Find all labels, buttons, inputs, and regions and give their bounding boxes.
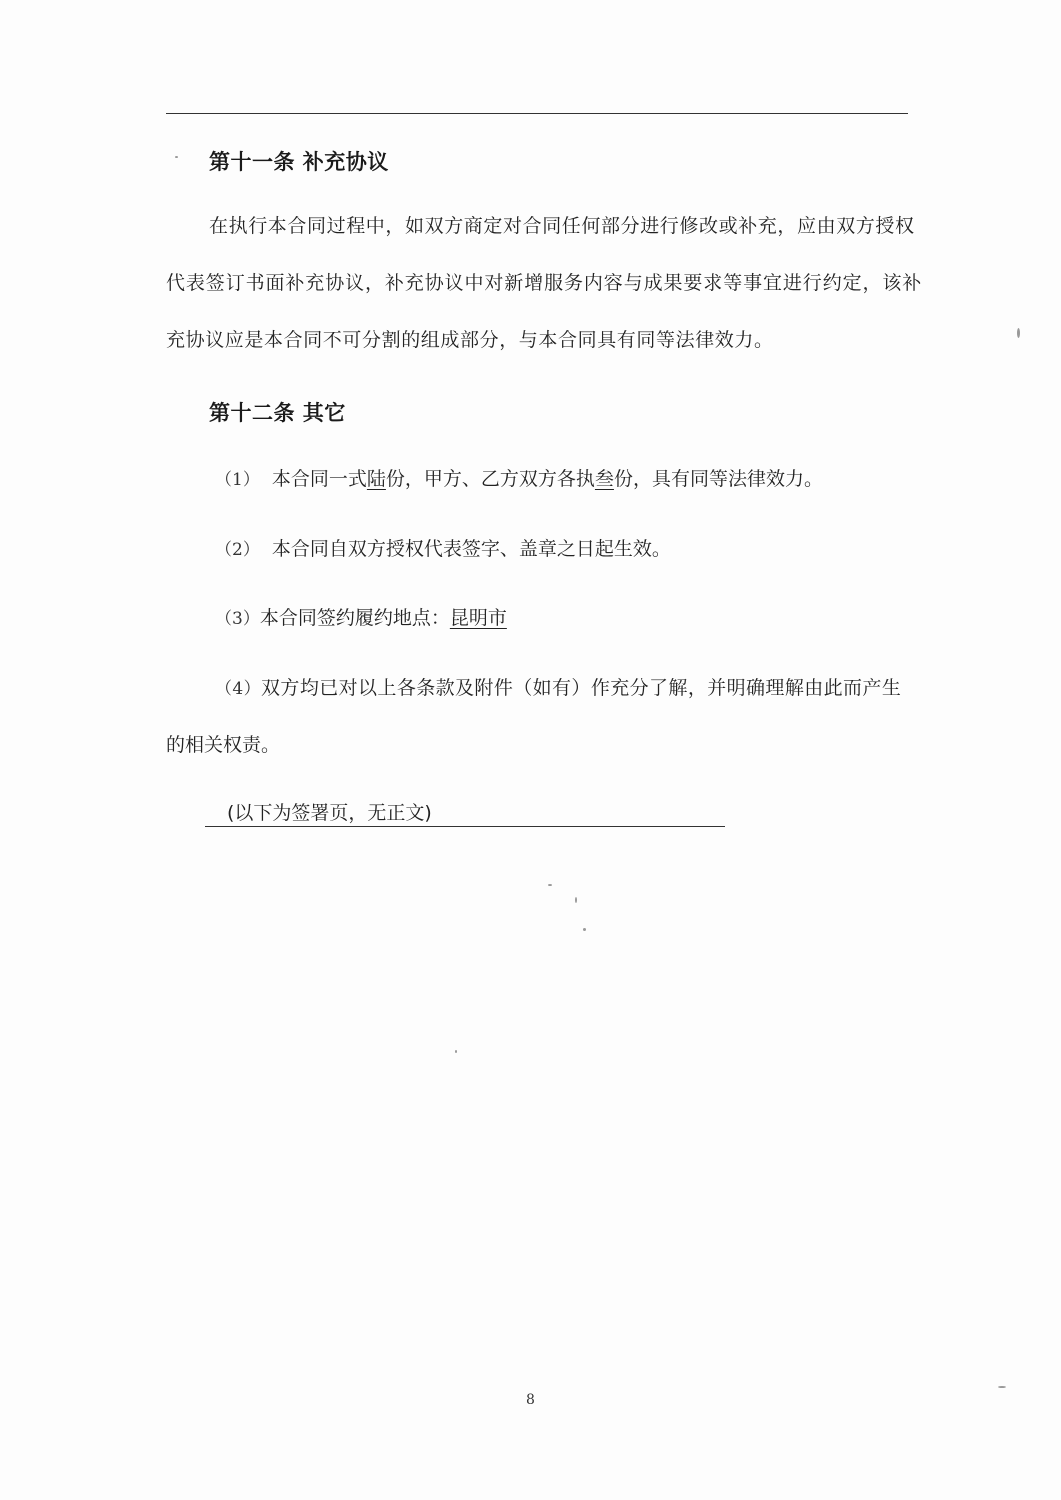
article-11-line-3: 充协议应是本合同不可分割的组成部分，与本合同具有同等法律效力。 [166,329,774,351]
item-4-number: （4） [215,679,262,699]
article-12-item-3 [215,606,507,631]
article-12-item-1 [215,467,823,492]
article-12-item-4-line-2: 的相关权责。 [166,734,281,756]
scan-speck [998,1386,1006,1388]
signature-page-note-text: (以下为签署页，无正文) [227,802,432,824]
item-1-text-after: 份，具有同等法律效力。 [613,468,823,490]
item-1-text-mid: 份，甲方、乙方双方各执 [385,468,595,490]
item-2-number: （2） [215,540,260,560]
item-3-number: （3） [215,609,260,629]
article-12-item-2 [215,537,671,562]
item-1-text-before: 本合同一式 [271,468,367,490]
scan-speck [455,1050,457,1053]
article-12-heading: 第十二条 其它 [209,401,346,425]
scan-speck [575,897,577,903]
article-11-heading: 第十一条 补充协议 [209,150,389,174]
header-rule [166,113,908,114]
item-4-line-1-text: 双方均已对以上各条款及附件（如有）作充分了解，并明确理解由此而产生 [261,677,902,699]
item-1-copies-each: 叁 [594,468,614,490]
scan-speck [583,928,586,931]
signature-page-note [205,800,725,827]
item-2-text: 本合同自双方授权代表签字、盖章之日起生效。 [271,538,671,560]
scan-speck [1017,328,1020,338]
article-11-line-1: 在执行本合同过程中，如双方商定对合同任何部分进行修改或补充，应由双方授权 [209,215,915,237]
page-number: 8 [526,1392,535,1408]
article-11-line-2: 代表签订书面补充协议，补充协议中对新增服务内容与成果要求等事宜进行约定，该补 [166,272,923,294]
item-1-number: （1） [215,470,260,490]
scan-speck [548,884,552,886]
item-1-copies-total: 陆 [366,468,386,490]
item-3-location: 昆明市 [449,607,507,629]
article-12-item-4-line-1 [215,676,901,701]
item-3-text: 本合同签约履约地点： [259,607,450,629]
scan-speck [175,156,178,158]
